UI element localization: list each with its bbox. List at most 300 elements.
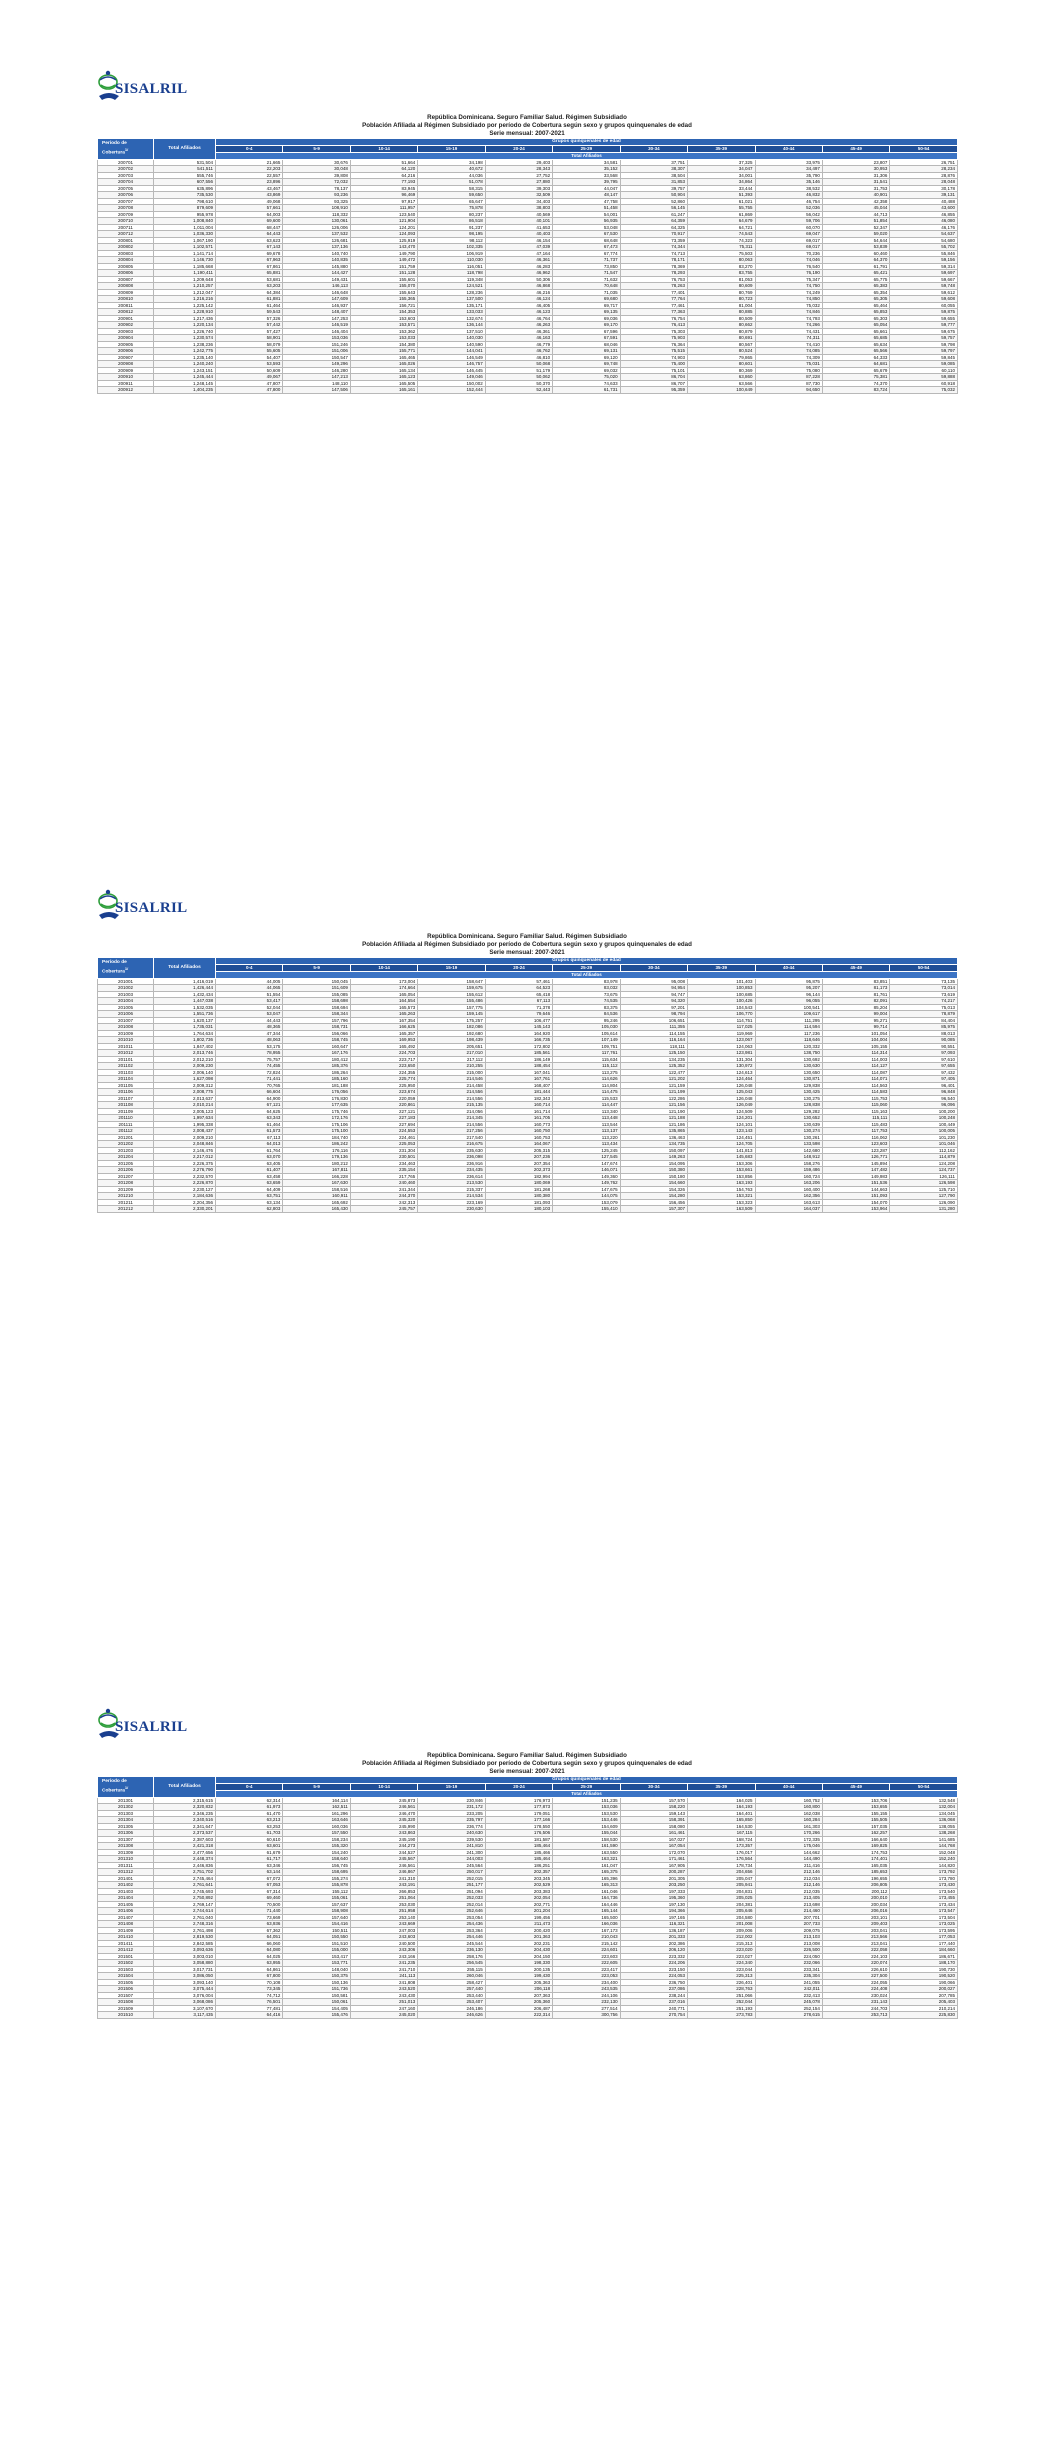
cell-value: 207,236 [485,1154,552,1161]
cell-value: 144,663 [822,1186,889,1193]
cell-value: 46,764 [485,315,552,322]
cell-value: 124,201 [350,224,417,231]
cell-total: 2,230,127 [154,1186,216,1193]
cell-total: 955,978 [154,211,216,218]
cell-total: 1,245,444 [154,374,216,381]
cell-value: 74,713 [620,250,687,257]
cell-value: 69,135 [553,309,620,316]
cell-value: 100,200 [890,1108,958,1115]
cell-value: 153,321 [688,1193,755,1200]
cell-value: 46,754 [755,198,822,205]
cell-value: 65,418 [485,991,552,998]
cell-value: 146,280 [283,367,350,374]
cell-value: 157,640 [283,1914,350,1921]
cell-period: 201211 [98,1199,154,1206]
cell-total: 2,769,147 [154,1901,216,1908]
cell-value: 150,380 [620,1167,687,1174]
cell-value: 160,284 [755,1817,822,1824]
cell-value: 125,043 [688,1089,755,1096]
cell-value: 213,405 [755,1895,822,1902]
cell-value: 197,333 [620,1888,687,1895]
cell-value: 75,400 [620,361,687,368]
cell-value: 86,704 [620,374,687,381]
header-total: Total Afiliados [154,1777,216,1798]
cell-value: 153,771 [283,1960,350,1967]
cell-value: 231,172 [418,1804,485,1811]
cell-value: 46,779 [485,341,552,348]
cell-period: 200812 [98,309,154,316]
cell-value: 125,150 [620,1050,687,1057]
cell-value: 113,448 [553,1115,620,1122]
cell-value: 151,736 [283,1986,350,1993]
cell-value: 150,061 [283,1999,350,2006]
cell-value: 88,013 [890,1030,958,1037]
cell-value: 147,482 [822,1167,889,1174]
cell-total: 2,315,615 [154,1797,216,1804]
cell-value: 138,750 [755,1050,822,1057]
cell-value: 144,490 [755,1856,822,1863]
cell-total: 1,102,571 [154,244,216,251]
cell-value: 74,311 [755,335,822,342]
cell-value: 61,247 [620,211,687,218]
cell-value: 44,713 [822,211,889,218]
cell-total: 1,995,338 [154,1121,216,1128]
cell-value: 55,605 [216,348,283,355]
cell-value: 105,155 [822,1043,889,1050]
header-period-label: Período de Cobertura [102,140,127,156]
cell-value: 146,113 [283,283,350,290]
cell-value: 31,306 [822,172,889,179]
cell-value: 230,501 [350,1154,417,1161]
cell-value: 224,408 [822,1986,889,1993]
cell-value: 116,062 [822,1134,889,1141]
cell-value: 146,519 [283,322,350,329]
cell-value: 163,321 [553,1856,620,1863]
cell-value: 109,751 [553,1043,620,1050]
cell-value: 54,644 [822,237,889,244]
cell-value: 65,661 [822,328,889,335]
cell-period: 201409 [98,1927,154,1934]
cell-period: 200806 [98,270,154,277]
cell-period: 201106 [98,1089,154,1096]
cell-value: 105,030 [553,1024,620,1031]
cell-value: 146,404 [283,328,350,335]
cell-value: 246,470 [350,1810,417,1817]
cell-value: 22,203 [216,166,283,173]
cell-value: 130,650 [755,1069,822,1076]
cell-period: 201007 [98,1017,154,1024]
cell-value: 158,694 [283,1004,350,1011]
cell-value: 114,475 [553,1089,620,1096]
cell-value: 153,323 [688,1199,755,1206]
cell-value: 44,443 [216,1017,283,1024]
header-age-45-49: 45-49 [822,1784,889,1791]
cell-value: 232,066 [755,1960,822,1967]
cell-value: 158,530 [553,1836,620,1843]
cell-value: 76,413 [620,322,687,329]
cell-value: 167,115 [688,1830,755,1837]
cell-value: 253,713 [822,2012,889,2019]
header-total: Total Afiliados [154,139,216,160]
cell-value: 247,160 [350,2005,417,2012]
cell-value: 157,035 [822,1823,889,1830]
cell-value: 65,775 [822,276,889,283]
cell-value: 186,242 [283,1141,350,1148]
cell-value: 144,662 [755,1849,822,1856]
cell-value: 74,344 [620,244,687,251]
cell-value: 252,033 [418,1895,485,1902]
cell-value: 43,600 [890,205,958,212]
cell-value: 28,234 [890,166,958,173]
cell-total: 1,226,740 [154,328,216,335]
cell-value: 71,378 [485,1004,552,1011]
cell-value: 246,561 [350,1804,417,1811]
cell-total: 2,226,870 [154,1180,216,1187]
cell-value: 154,763 [688,1186,755,1193]
cell-value: 113,340 [553,1108,620,1115]
cell-value: 74,750 [755,283,822,290]
report-title-line: Población Afiliada al Régimen Subsidiado por período de Cobertura según sexo y grupos quinquenales de edad [362,122,692,129]
cell-total: 1,238,236 [154,341,216,348]
cell-period: 201302 [98,1804,154,1811]
cell-total: 3,058,880 [154,1960,216,1967]
cell-value: 209,075 [755,1927,822,1934]
cell-value: 46,868 [485,283,552,290]
cell-value: 123,287 [822,1147,889,1154]
logo-text: SISALRIL [115,900,188,916]
cell-value: 59,608 [890,296,958,303]
cell-value: 230,630 [418,1206,485,1213]
cell-total: 555,746 [154,172,216,179]
cell-value: 114,071 [822,1076,889,1083]
cell-value: 59,612 [890,289,958,296]
cell-value: 244,273 [350,1843,417,1850]
cell-value: 196,655 [822,1875,889,1882]
cell-value: 81,173 [822,985,889,992]
cell-value: 78,171 [620,257,687,264]
cell-value: 165,500 [553,1914,620,1921]
cell-value: 96,401 [890,1082,958,1089]
cell-value: 68,447 [216,224,283,231]
table-row [98,387,958,394]
cell-period: 200811 [98,302,154,309]
cell-period: 200912 [98,387,154,394]
cell-value: 165,263 [350,1011,417,1018]
cell-value: 155,155 [822,1810,889,1817]
cell-period: 201212 [98,1206,154,1213]
cell-period: 200903 [98,328,154,335]
header-age-25-29: 25-29 [553,146,620,153]
cell-total: 1,551,736 [154,1011,216,1018]
header-subtotal: Total Afiliados [216,971,958,978]
cell-value: 60,460 [822,250,889,257]
cell-value: 231,304 [350,1147,417,1154]
cell-value: 63,458 [216,1173,283,1180]
cell-period: 200901 [98,315,154,322]
cell-value: 96,848 [890,1089,958,1096]
cell-value: 93,236 [283,192,350,199]
cell-value: 124,201 [688,1115,755,1122]
cell-value: 96,144 [755,991,822,998]
cell-value: 152,240 [890,1856,958,1863]
cell-value: 66,060 [216,1940,283,1947]
cell-value: 124,464 [688,1076,755,1083]
cell-value: 108,910 [283,205,350,212]
cell-value: 205,315 [485,1147,552,1154]
cell-value: 76,754 [620,315,687,322]
cell-value: 90,551 [890,1043,958,1050]
cell-value: 114,804 [553,1082,620,1089]
cell-value: 225,950 [350,1082,417,1089]
cell-value: 27,752 [485,172,552,179]
cell-value: 83,270 [688,263,755,270]
cell-period: 201004 [98,998,154,1005]
cell-value: 53,681 [216,276,283,283]
cell-total: 735,530 [154,192,216,199]
cell-value: 163,646 [283,1817,350,1824]
cell-value: 74,046 [755,257,822,264]
cell-value: 48,365 [216,1024,283,1031]
cell-value: 184,660 [890,1947,958,1954]
cell-value: 67,596 [553,328,620,335]
cell-value: 154,660 [620,1180,687,1187]
cell-value: 61,679 [216,1849,283,1856]
cell-value: 164,025 [688,1797,755,1804]
cell-total: 1,036,330 [154,231,216,238]
cell-value: 224,340 [688,1960,755,1967]
cell-value: 51,393 [688,192,755,199]
cell-value: 64,359 [620,218,687,225]
cell-value: 163,193 [688,1180,755,1187]
cell-value: 217,540 [418,1134,485,1141]
cell-value: 206,805 [822,1882,889,1889]
cell-value: 46,855 [890,211,958,218]
cell-value: 155,486 [418,998,485,1005]
cell-value: 117,025 [688,1024,755,1031]
cell-value: 74,535 [553,998,620,1005]
cell-period: 201105 [98,1082,154,1089]
cell-value: 61,764 [216,1147,283,1154]
cell-total: 3,017,731 [154,1966,216,1973]
cell-value: 130,061 [283,218,350,225]
cell-value: 231,143 [822,1999,889,2006]
cell-value: 241,235 [350,1960,417,1967]
cell-value: 201,363 [485,1934,552,1941]
cell-value: 211,416 [755,1862,822,1869]
cell-value: 77,461 [620,302,687,309]
cell-period: 201110 [98,1115,154,1122]
cell-value: 52,443 [485,387,552,394]
cell-value: 145,894 [822,1160,889,1167]
cell-value: 59,748 [890,283,958,290]
cell-value: 51,664 [350,159,417,166]
cell-value: 222,314 [485,2012,552,2019]
cell-total: 1,404,235 [154,387,216,394]
cell-period: 201001 [98,978,154,985]
cell-total: 3,076,004 [154,1992,216,1999]
cell-value: 130,692 [755,1056,822,1063]
cell-value: 96,540 [890,1095,958,1102]
cell-value: 253,440 [418,1992,485,1999]
cell-total: 1,220,134 [154,322,216,329]
cell-value: 176,830 [283,1095,350,1102]
cell-value: 116,051 [418,263,485,270]
cell-value: 64,325 [620,224,687,231]
cell-value: 74,370 [822,380,889,387]
cell-value: 241,055 [755,1979,822,1986]
cell-value: 135,865 [620,1128,687,1135]
cell-value: 200,010 [822,1895,889,1902]
cell-value: 153,036 [553,1804,620,1811]
cell-value: 210,043 [553,1934,620,1941]
cell-value: 50,609 [216,367,283,374]
cell-value: 64,416 [216,2012,283,2019]
cell-value: 155,878 [283,1882,350,1889]
cell-value: 180,103 [485,1206,552,1213]
cell-total: 1,217,436 [154,315,216,322]
cell-value: 241,113 [350,1973,417,1980]
cell-value: 157,550 [283,1830,350,1837]
header-age-25-29: 25-29 [553,965,620,972]
cell-value: 148,912 [755,1154,822,1161]
cell-value: 79,865 [688,354,755,361]
cell-value: 144,075 [553,1193,620,1200]
cell-value: 244,106 [553,1992,620,1999]
cell-period: 200909 [98,367,154,374]
cell-total: 3,075,444 [154,1986,216,1993]
cell-total: 2,009,230 [154,1063,216,1070]
cell-value: 223,332 [620,1953,687,1960]
cell-value: 160,714 [485,1102,552,1109]
cell-value: 215,135 [418,1102,485,1109]
cell-value: 97,201 [620,1004,687,1011]
cell-value: 61,464 [216,1121,283,1128]
cell-value: 67,314 [216,1888,283,1895]
cell-value: 50,306 [485,276,552,283]
cell-value: 155,070 [350,283,417,290]
cell-value: 245,873 [350,1797,417,1804]
cell-value: 250,017 [418,1869,485,1876]
cell-value: 243,520 [350,1986,417,1993]
cell-value: 245,544 [418,1940,485,1947]
cell-total: 607,556 [154,179,216,186]
cell-value: 81,053 [688,276,755,283]
cell-value: 252,646 [418,1908,485,1915]
cell-value: 164,554 [350,998,417,1005]
cell-value: 240,460 [350,1180,417,1187]
cell-value: 192,680 [418,1030,485,1037]
cell-value: 173,025 [890,1921,958,1928]
cell-value: 56,935 [553,218,620,225]
cell-value: 32,509 [485,192,552,199]
cell-value: 173,430 [890,1882,958,1889]
cell-value: 26,751 [890,159,958,166]
cell-period: 201408 [98,1921,154,1928]
cell-value: 234,463 [350,1160,417,1167]
cell-value: 30,676 [283,159,350,166]
cell-value: 154,405 [283,2005,350,2012]
cell-value: 52,036 [755,205,822,212]
cell-value: 153,036 [283,335,350,342]
cell-value: 104,004 [822,1037,889,1044]
cell-period: 200809 [98,289,154,296]
cell-value: 195,360 [620,1895,687,1902]
cell-period: 201202 [98,1141,154,1148]
cell-value: 155,771 [350,348,417,355]
cell-value: 155,085 [283,991,350,998]
cell-value: 136,187 [620,1927,687,1934]
cell-value: 38,504 [620,172,687,179]
cell-value: 61,791 [822,263,889,270]
cell-total: 1,735,031 [154,1024,216,1031]
cell-total: 1,997,634 [154,1115,216,1122]
cell-value: 69,460 [216,1895,283,1902]
cell-total: 2,448,374 [154,1856,216,1863]
cell-period: 201003 [98,991,154,998]
cell-value: 223,020 [688,1947,755,1954]
cell-value: 150,136 [283,1979,350,1986]
cell-value: 63,601 [216,1843,283,1850]
cell-total: 2,387,603 [154,1836,216,1843]
cell-value: 213,530 [418,1180,485,1187]
cell-value: 185,464 [485,1843,552,1850]
cell-value: 140,030 [418,335,485,342]
cell-value: 51,458 [553,205,620,212]
cell-value: 173,434 [890,1901,958,1908]
cell-value: 46,124 [485,296,552,303]
cell-value: 69,717 [553,302,620,309]
cell-value: 224,053 [620,1973,687,1980]
cell-value: 197,130 [620,1901,687,1908]
cell-value: 148,040 [283,1966,350,1973]
affiliates-table [97,957,958,1213]
cell-value: 161,461 [620,1830,687,1837]
cell-value: 126,771 [822,1154,889,1161]
cell-value: 60,055 [890,302,958,309]
cell-value: 70,765 [216,1082,283,1089]
cell-value: 78,137 [283,185,350,192]
cell-value: 233,341 [755,1966,822,1973]
cell-value: 181,587 [485,1836,552,1843]
cell-value: 140,740 [283,250,350,257]
cell-value: 260,046 [418,1973,485,1980]
cell-value: 98,112 [418,237,485,244]
cell-value: 21,665 [216,159,283,166]
cell-value: 155,274 [283,1875,350,1882]
cell-period: 201410 [98,1934,154,1941]
cell-value: 162,511 [283,1804,350,1811]
cell-value: 212,034 [755,1875,822,1882]
cell-value: 126,006 [283,224,350,231]
cell-value: 69,017 [755,237,822,244]
cell-value: 63,253 [216,1823,283,1830]
cell-value: 39,303 [485,185,552,192]
cell-value: 144,820 [890,1862,958,1869]
cell-value: 166,036 [553,1921,620,1928]
cell-value: 149,360 [553,1173,620,1180]
cell-value: 203,250 [620,1882,687,1889]
cell-value: 185,653 [822,1869,889,1876]
cell-value: 28,876 [890,172,958,179]
cell-value: 39,757 [620,185,687,192]
cell-value: 51,179 [485,367,552,374]
cell-value: 155,601 [350,276,417,283]
cell-value: 64,370 [822,257,889,264]
header-age-45-49: 45-49 [822,965,889,972]
cell-value: 165,505 [350,380,417,387]
cell-total: 1,426,444 [154,985,216,992]
cell-value: 204,430 [485,1947,552,1954]
